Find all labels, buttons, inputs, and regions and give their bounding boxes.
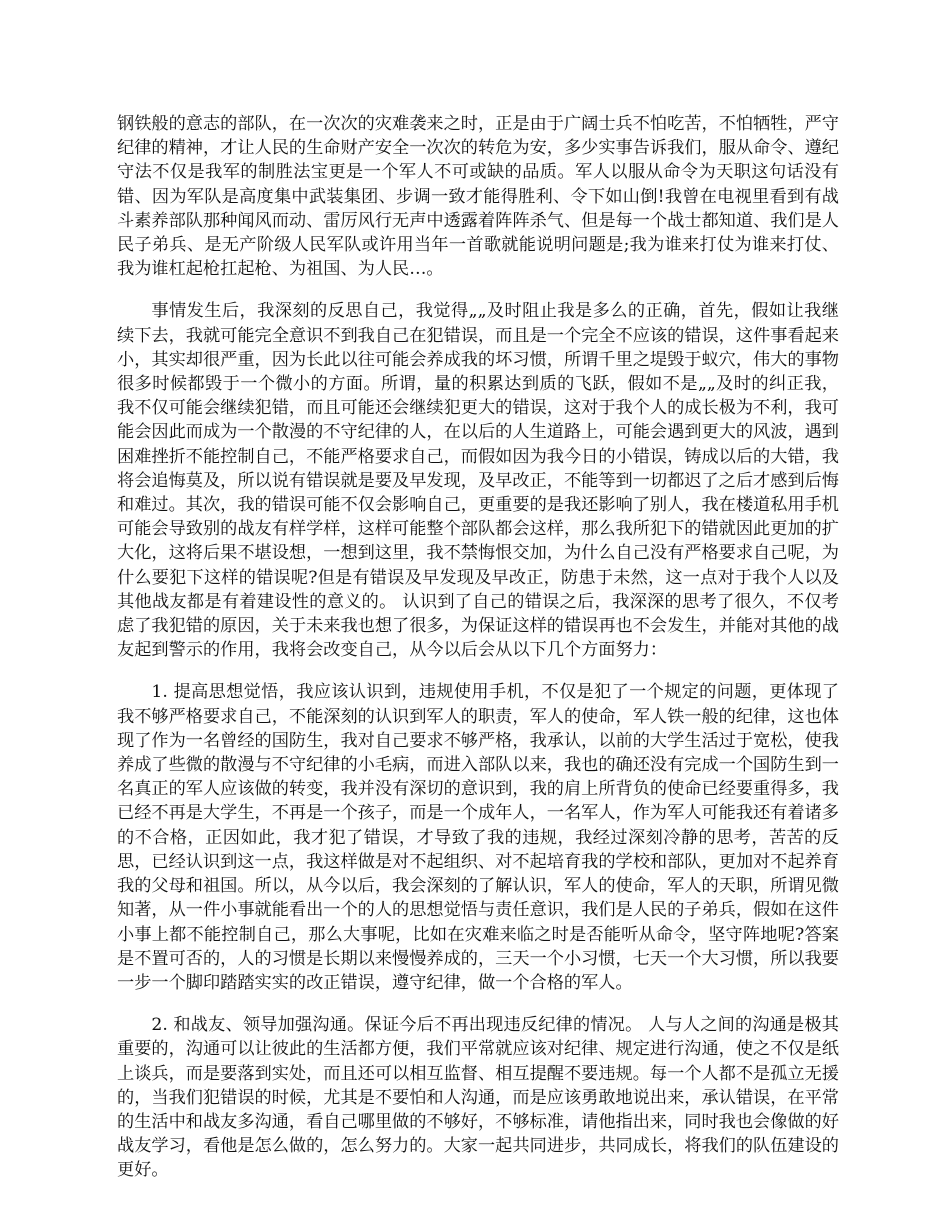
paragraph-4: 2. 和战友、领导加强沟通。保证今后不再出现违反纪律的情况。 人与人之间的沟通是极其重要的，沟通可以让彼此的生活都方便，我们平常就应该对纪律、规定进行沟通，使之不仅是纸上谈兵，而是要落到实处，而且还可以相互监督、相互提醒不要违规。每一个人都不是孤立无援的，当我们犯错误的时候，尤其是不要怕和人沟通，而是应该勇敢地说出来，承认错误，在平常的生活中和战友多沟通，看自己哪里做的不够好，不够标准，请他指出来，同时我也会像做的好战友学习，看他是怎么做的，怎么努力的。大家一起共同进步，共同成长，将我们的队伍建设的更好。 xyxy=(117,1015,839,1181)
paragraph-1: 钢铁般的意志的部队，在一次次的灾难袭来之时，正是由于广阔士兵不怕吃苦，不怕牺牲，严守纪律的精神，才让人民的生命财产安全一次次的转危为安，多少实事告诉我们，服从命令、遵纪守法不仅是我军的制胜法宝更是一个军人不可或缺的品质。军人以服从命令为天职这句话没有错、因为军队是高度集中武装集团、步调一致才能得胜利、令下如山倒!我曾在电视里看到有战斗素养部队那种闻风而动、雷厉风行无声中透露着阵阵杀气、但是每一个战士都知道、我们是人民子弟兵、是无产阶级人民军队或许用当年一首歌就能说明问题是;我为谁来打仗为谁来打仗、我为谁杠起枪扛起枪、为祖国、为人民…。 xyxy=(117,114,839,280)
document-body xyxy=(117,112,839,1201)
paragraph-2: 事情发生后，我深刻的反思自己，我觉得„„及时阻止我是多么的正确，首先，假如让我继续下去，我就可能完全意识不到我自己在犯错误，而且是一个完全不应该的错误，这件事看起来小，其实却很严重，因为长此以往可能会养成我的坏习惯，所谓千里之堤毁于蚁穴，伟大的事物很多时候都毁于一个微小的方面。所谓，量的积累达到质的飞跃，假如不是„„及时的纠正我，我不仅可能会继续犯错，而且可能还会继续犯更大的错误，这对于我个人的成长极为不利，我可能会因此而成为一个散漫的不守纪律的人，在以后的人生道路上，可能会遇到更大的风波，遇到困难挫折不能控制自己，不能严格要求自己，而假如因为我今日的小错误，铸成以后的大错，我将会追悔莫及，所以说有错误就是要及早发现，及早改正，不能等到一切都迟了之后才感到后悔和难过。其次，我的错误可能不仅会影响自己，更重要的是我还影响了别人，我在楼道私用手机可能会导致别的战友有样学样，这样可能整个部队都会这样，那么我所犯下的错就因此更加的扩大化，这将后果不堪设想，一想到这里，我不禁悔恨交加，为什么自己没有严格要求自己呢，为什么要犯下这样的错误呢?但是有错误及早发现及早改正，防患于未然，这一点对于我个人以及其他战友都是有着建设性的意义的。 认识到了自己的错误之后，我深深的思考了很久，不仅考虑了我犯错的原因，关于未来我也想了很多，为保证这样的错误再也不会发生，并能对其他的战友起到警示的作用，我将会改变自己，从今以后会从以下几个方面努力： xyxy=(117,301,839,661)
paragraph-3: 1. 提高思想觉悟，我应该认识到，违规使用手机，不仅是犯了一个规定的问题，更体现了我不够严格要求自己，不能深刻的认识到军人的职责，军人的使命，军人铁一般的纪律，这也体现了作为一名曾经的国防生，我对自己要求不够严格，我承认，以前的大学生活过于宽松，使我养成了些微的散漫与不守纪律的小毛病，而进入部队以来，我也的确还没有完成一个国防生到一名真正的军人应该做的转变，我并没有深切的意识到，我的肩上所背负的使命已经要重得多，我已经不再是大学生，不再是一个孩子，而是一个成年人，一名军人，作为军人可能我还有着诸多的不合格，正因如此，我才犯了错误，才导致了我的违规，我经过深刻冷静的思考，苦苦的反思，已经认识到这一点，我这样做是对不起组织、对不起培育我的学校和部队，更加对不起养育我的父母和祖国。所以，从今以后，我会深刻的了解认识，军人的使命，军人的天职，所谓见微知著，从一件小事就能看出一个的人的思想觉悟与责任意识，我们是人民的子弟兵，假如在这件小事上都不能控制自己，那么大事呢，比如在灾难来临之时是否能听从命令，坚守阵地呢?答案是不置可否的，人的习惯是长期以来慢慢养成的，三天一个小习惯，七天一个大习惯，所以我要一步一个脚印踏踏实实的改正错误，遵守纪律，做一个合格的军人。 xyxy=(117,682,839,993)
